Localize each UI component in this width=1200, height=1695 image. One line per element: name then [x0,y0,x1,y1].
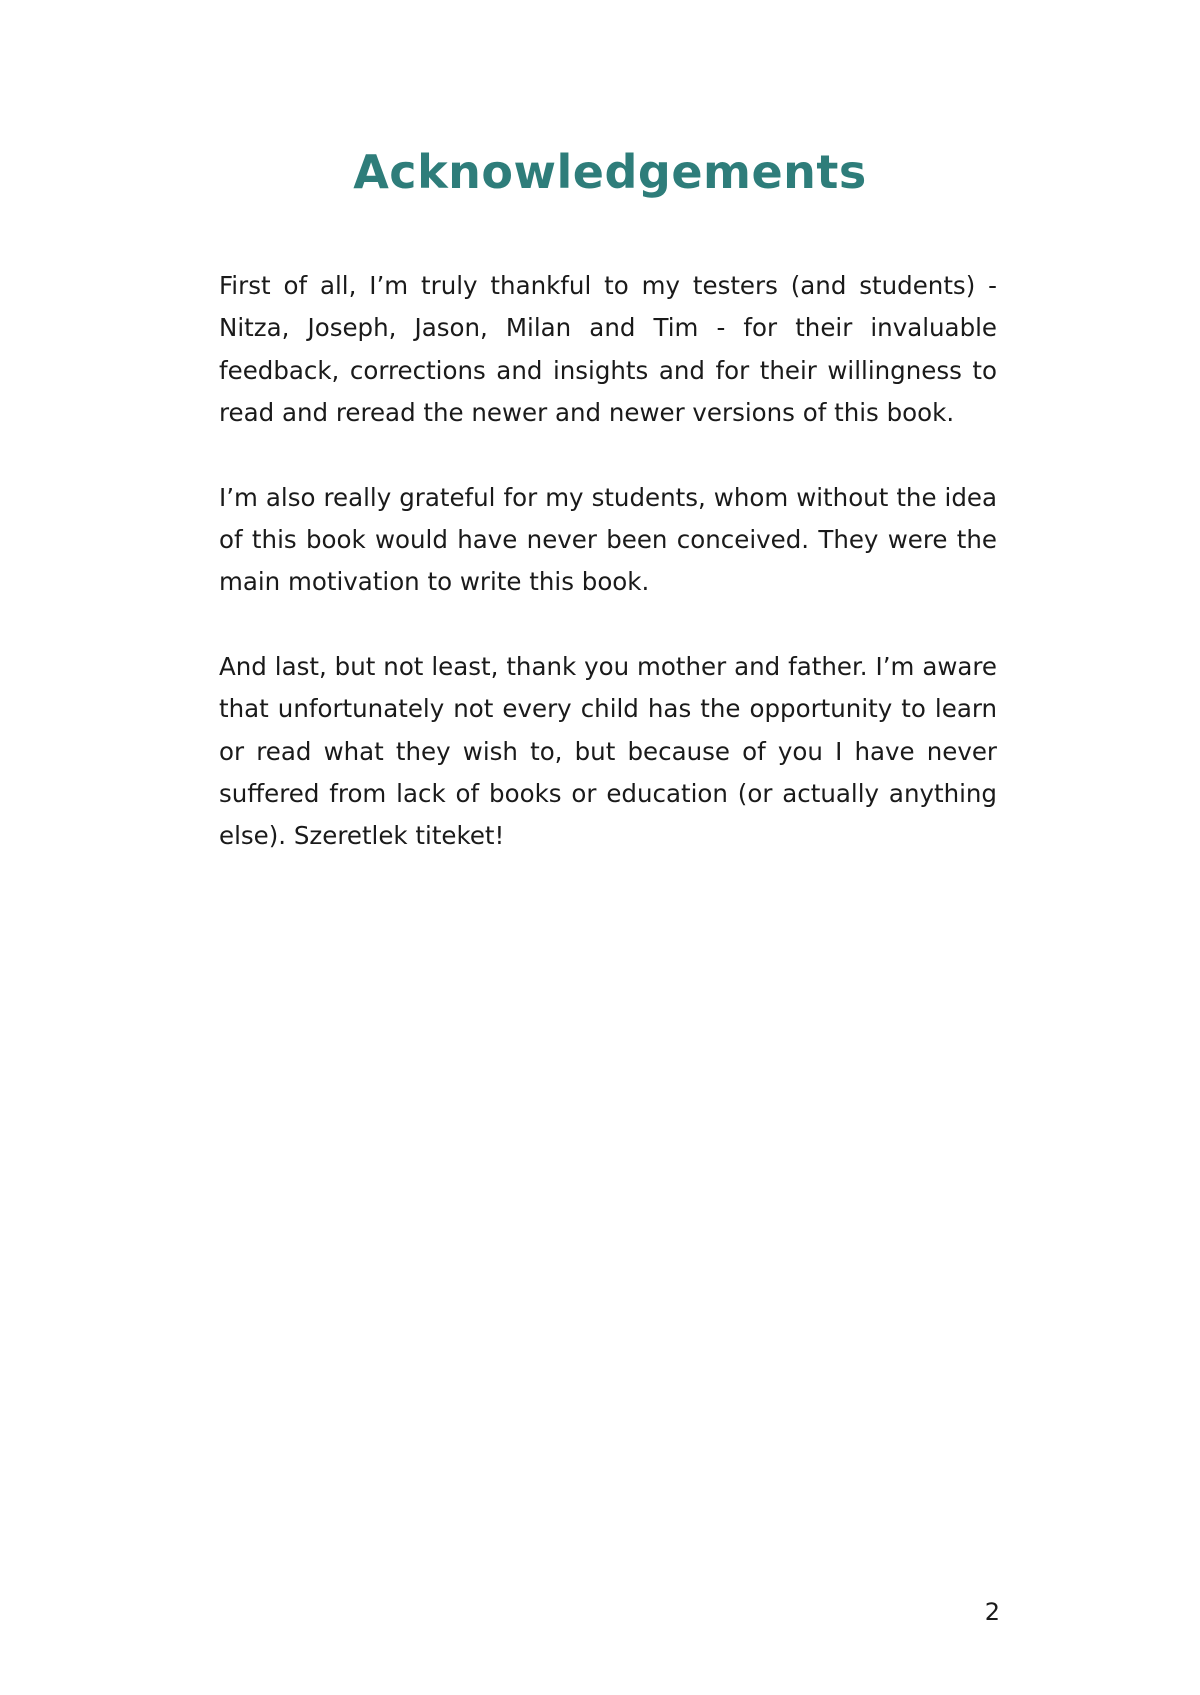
page-title: Acknowledgements [353,145,867,199]
paragraph-parents: And last, but not least, thank you mother and father. I’m aware that unfortunately not every child has the opportunity to learn or read what they wish to, but because of you I have never suffered from lack of books or education (or actually anything else). Szeretlek titeket! [219,652,997,851]
paragraph-students: I’m also really grateful for my students, whom without the idea of this book would have never been conceived. They were the main motivation to write this book. [219,482,997,597]
body-text [219,265,997,900]
page-number: 2 [984,1598,1000,1626]
paragraph-testers: First of all, I’m truly thankful to my testers (and students) - Nitza, Joseph, Jason, Milan and Tim - for their invaluable feedback, corrections and insights and for their willingness to read and reread the newer and newer versions of this book. [219,271,997,427]
